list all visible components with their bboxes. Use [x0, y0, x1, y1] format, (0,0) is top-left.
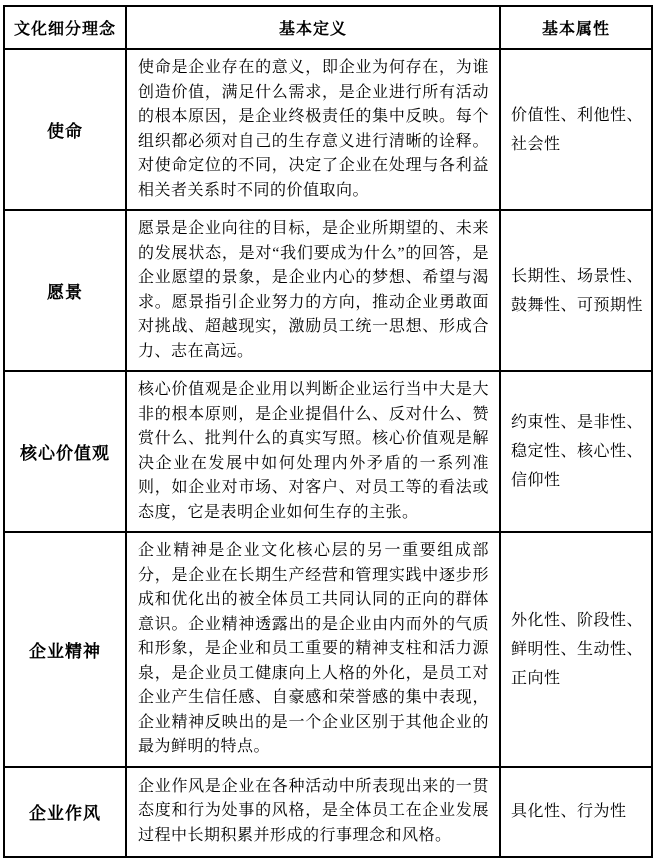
concept-cell: 企业精神: [4, 532, 126, 767]
header-definition: 基本定义: [126, 6, 500, 49]
concept-cell: 愿景: [4, 210, 126, 371]
definition-cell: 企业精神是企业文化核心层的另一重要组成部分，是企业在长期生产经营和管理实践中逐步形成和优化出的被全体员工共同认同的正向的群体意识。企业精神透露出的是企业由内而外的气质和形象，是企业和员工重要的精神支柱和活力源泉，是企业员工健康向上人格的外化，是员工对企业产生信任感、自豪感和荣誉感的集中表现，企业精神反映出的是一个企业区别于其他企业的最为鲜明的特点。: [126, 532, 500, 767]
concept-cell: 使命: [4, 49, 126, 210]
table-row-mission: [4, 49, 652, 210]
table-row-vision: [4, 210, 652, 371]
attributes-cell: 价值性、利他性、社会性: [500, 49, 652, 210]
definition-cell: 愿景是企业向往的目标，是企业所期望的、未来的发展状态，是对“我们要成为什么”的回答，是企业愿望的景象，是企业内心的梦想、希望与渴求。愿景指引企业努力的方向，推动企业勇敢面对挑战、超越现实，激励员工统一思想、形成合力、志在高远。: [126, 210, 500, 371]
table-row-enterprise-spirit: [4, 532, 652, 767]
concept-cell: 核心价值观: [4, 371, 126, 532]
attributes-cell: 具化性、行为性: [500, 767, 652, 857]
attributes-cell: 外化性、阶段性、鲜明性、生动性、正向性: [500, 532, 652, 767]
attributes-cell: 约束性、是非性、稳定性、核心性、信仰性: [500, 371, 652, 532]
culture-concept-table: [3, 5, 653, 858]
definition-cell: 企业作风是企业在各种活动中所表现出来的一贯态度和行为处事的风格，是全体员工在企业发展过程中长期积累并形成的行事理念和风格。: [126, 767, 500, 857]
attributes-cell: 长期性、场景性、鼓舞性、可预期性: [500, 210, 652, 371]
table-row-core-values: [4, 371, 652, 532]
concept-cell: 企业作风: [4, 767, 126, 857]
definition-cell: 核心价值观是企业用以判断企业运行当中大是大非的根本原则，是企业提倡什么、反对什么、赞赏什么、批判什么的真实写照。核心价值观是解决企业在发展中如何处理内外矛盾的一系列准则，如企业对市场、对客户、对员工等的看法或态度，它是表明企业如何生存的主张。: [126, 371, 500, 532]
table-header-row: [4, 6, 652, 49]
definition-cell: 使命是企业存在的意义，即企业为何存在，为谁创造价值，满足什么需求，是企业进行所有活动的根本原因，是企业终极责任的集中反映。每个组织都必须对自己的生存意义进行清晰的诠释。对使命定位的不同，决定了企业在处理与各利益相关者关系时不同的价值取向。: [126, 49, 500, 210]
header-concept: 文化细分理念: [4, 6, 126, 49]
header-attributes: 基本属性: [500, 6, 652, 49]
